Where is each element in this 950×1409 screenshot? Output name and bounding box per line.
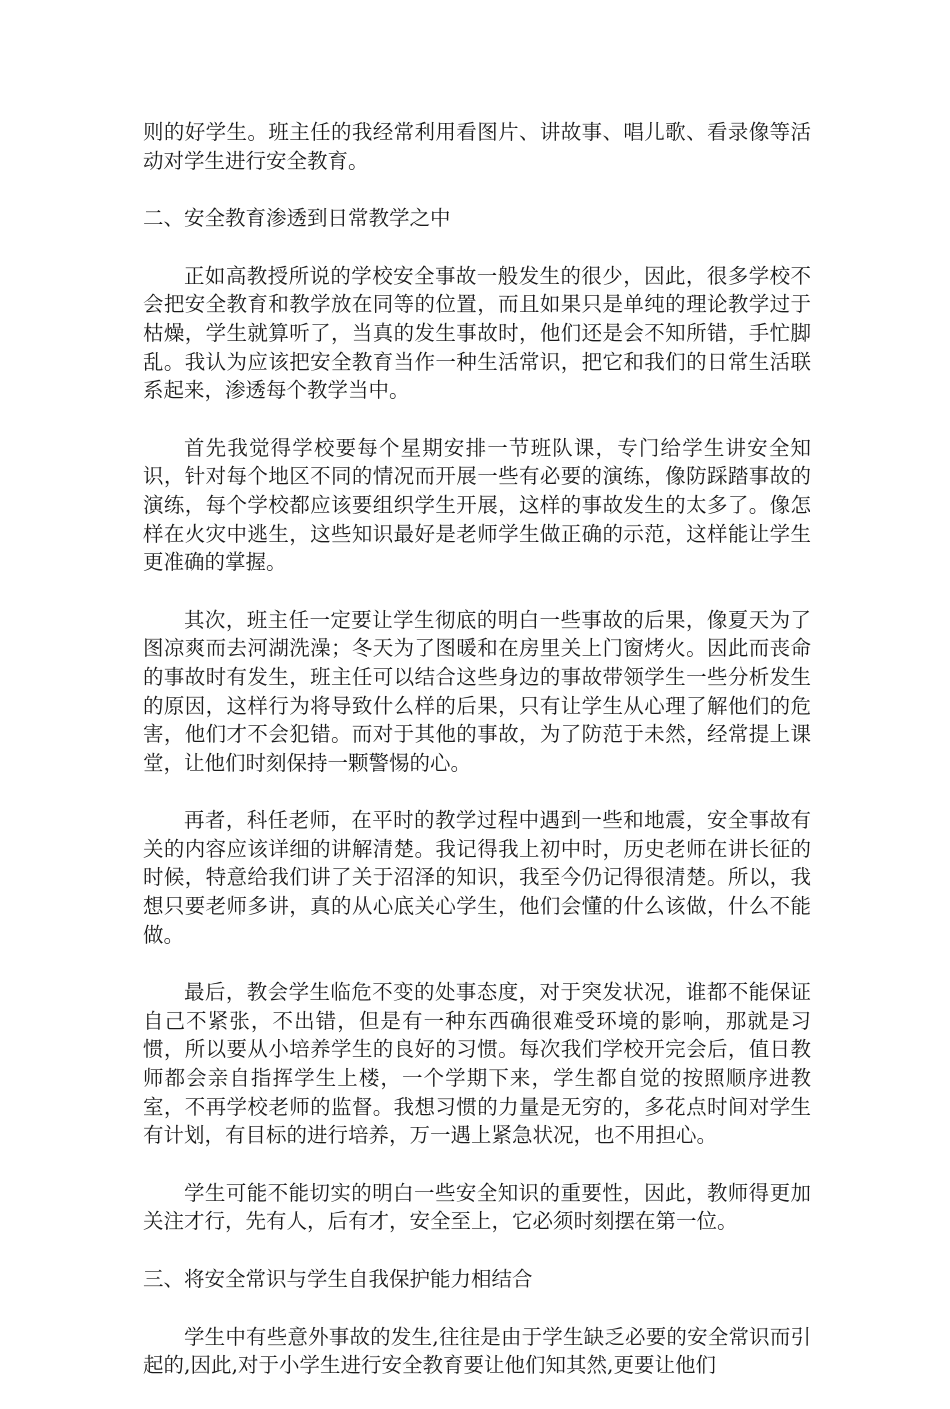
- paragraph: 再者，科任老师，在平时的教学过程中遇到一些和地震，安全事故有关的内容应该详细的讲解清楚。我记得我上初中时，历史老师在讲长征的时候，特意给我们讲了关于沼泽的知识，我至今仍记得很清楚。所以，我想只要老师多讲，真的从心底关心学生，他们会懂的什么该做，什么不能做。: [143, 808, 811, 947]
- paragraph: 学生中有些意外事故的发生,往往是由于学生缺乏必要的安全常识而引起的,因此,对于小学生进行安全教育要让他们知其然,更要让他们: [143, 1324, 811, 1378]
- section-heading-3: 三、将安全常识与学生自我保护能力相结合: [143, 1267, 533, 1291]
- paragraph: 首先我觉得学校要每个星期安排一节班队课，专门给学生讲安全知识，针对每个地区不同的情况而开展一些有必要的演练，像防踩踏事故的演练，每个学校都应该要组织学生开展，这样的事故发生的太多了。像怎样在火灾中逃生，这些知识最好是老师学生做正确的示范，这样能让学生更准确的掌握。: [143, 435, 811, 575]
- paragraph: 正如高教授所说的学校安全事故一般发生的很少，因此，很多学校不会把安全教育和教学放在同等的位置，而且如果只是单纯的理论教学过于枯燥，学生就算听了，当真的发生事故时，他们还是会不知所错，手忙脚乱。我认为应该把安全教育当作一种生活常识，把它和我们的日常生活联系起来，渗透每个教学当中。: [143, 263, 811, 403]
- paragraph: 最后，教会学生临危不变的处事态度，对于突发状况，谁都不能保证自己不紧张，不出错，但是有一种东西确很难受环境的影响，那就是习惯，所以要从小培养学生的良好的习惯。每次我们学校开完会后，值日教师都会亲自指挥学生上楼，一个学期下来，学生都自觉的按照顺序进教室，不再学校老师的监督。我想习惯的力量是无穷的，多花点时间对学生有计划，有目标的进行培养，万一遇上紧急状况，也不用担心。: [143, 980, 811, 1148]
- paragraph: 学生可能不能切实的明白一些安全知识的重要性，因此，教师得更加关注才行，先有人，后有才，安全至上，它必须时刻摆在第一位。: [143, 1180, 811, 1234]
- paragraph-continuation: 则的好学生。班主任的我经常利用看图片、讲故事、唱儿歌、看录像等活动对学生进行安全教育。: [143, 120, 811, 173]
- paragraph: 其次，班主任一定要让学生彻底的明白一些事故的后果，像夏天为了图凉爽而去河湖洗澡；冬天为了图暖和在房里关上门窗烤火。因此而丧命的事故时有发生，班主任可以结合这些身边的事故带领学生一些分析发生的原因，这样行为将导致什么样的后果，只有让学生从心理了解他们的危害，他们才不会犯错。而对于其他的事故，为了防范于未然，经常提上课堂，让他们时刻保持一颗警惕的心。: [143, 607, 811, 775]
- section-heading-2: 二、安全教育渗透到日常教学之中: [143, 206, 451, 231]
- document-body: [143, 118, 811, 1409]
